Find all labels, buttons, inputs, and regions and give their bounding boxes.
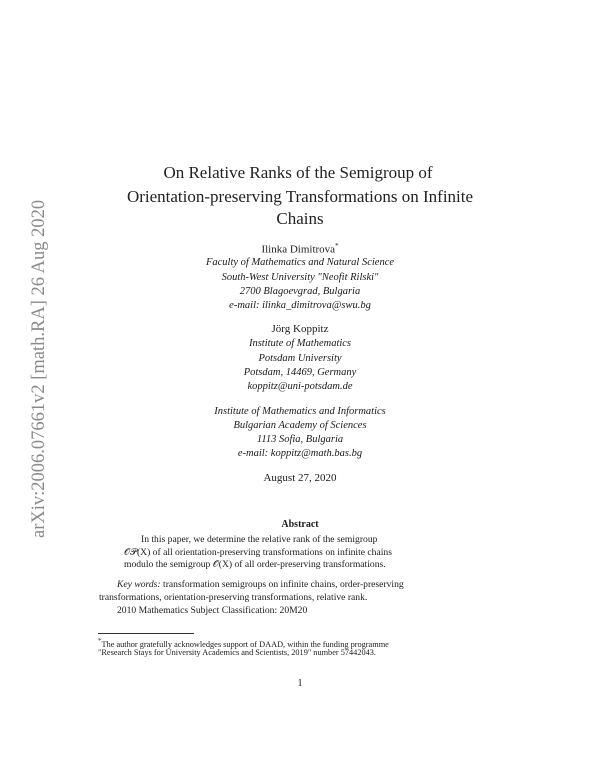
author-1-affiliation-line: Faculty of Mathematics and Natural Science [205, 257, 395, 268]
author-1-affiliation-line: 2700 Blagoevgrad, Bulgaria [239, 286, 361, 297]
keywords-line: transformations, orientation-preserving transformations, relative rank. [99, 592, 368, 603]
author-2-affiliation-line: Institute of Mathematics [248, 338, 352, 349]
author-2-affiliation-line: Potsdam, 14469, Germany [243, 367, 357, 378]
title-line-1: On Relative Ranks of the Semigroup of [163, 163, 433, 182]
author-2-affiliation-2-line: 1113 Sofia, Bulgaria [256, 434, 344, 445]
arxiv-identifier: arXiv:2006.07661v2 [math.RA] 26 Aug 2020 [29, 199, 49, 538]
abstract-heading: Abstract [281, 519, 319, 530]
author-2-affiliation-line: Potsdam University [258, 353, 342, 364]
keywords-label: Key words: [117, 579, 161, 590]
page-number: 1 [297, 678, 303, 689]
author-1-name: Ilinka Dimitrova* [261, 242, 339, 256]
author-1-affiliation-line: South-West University "Neofit Rilski" [221, 272, 379, 283]
title-line-2: Orientation-preserving Transformations on Infinite [126, 187, 474, 206]
abstract-line: In this paper, we determine the relative rank of the semigroup [141, 534, 378, 545]
msc-classification: 2010 Mathematics Subject Classification: 20M20 [117, 605, 308, 616]
footnote-mark: * [98, 637, 102, 645]
footnote-rule [98, 633, 194, 634]
abstract-line: 𝒪𝒫(X) of all orientation-preserving transformations on infinite chains [124, 547, 392, 558]
title-line-3: Chains [276, 209, 324, 228]
author-1-email: e-mail: ilinka_dimitrova@swu.bg [229, 300, 371, 311]
paper-date: August 27, 2020 [263, 472, 337, 484]
author-2-affiliation-2-line: Bulgarian Academy of Sciences [233, 420, 367, 431]
author-1-footnote-mark: * [335, 242, 339, 250]
author-2-name: Jörg Koppitz [271, 323, 329, 335]
author-2-affiliation-2-line: Institute of Mathematics and Informatics [214, 406, 386, 417]
author-2-email: koppitz@uni-potsdam.de [247, 381, 353, 392]
footnote-line: "Research Stays for University Academics and Scientists, 2019" number 57442043. [98, 648, 376, 657]
abstract-line: modulo the semigroup 𝒪(X) of all order-preserving transformations. [124, 559, 386, 570]
author-2-affiliation-2-email: e-mail: koppitz@math.bas.bg [237, 448, 363, 459]
footnote-line: *The author gratefully acknowledges support of DAAD, within the funding programme [98, 637, 389, 649]
keywords-line: Key words: transformation semigroups on infinite chains, order-preserving [117, 579, 404, 590]
